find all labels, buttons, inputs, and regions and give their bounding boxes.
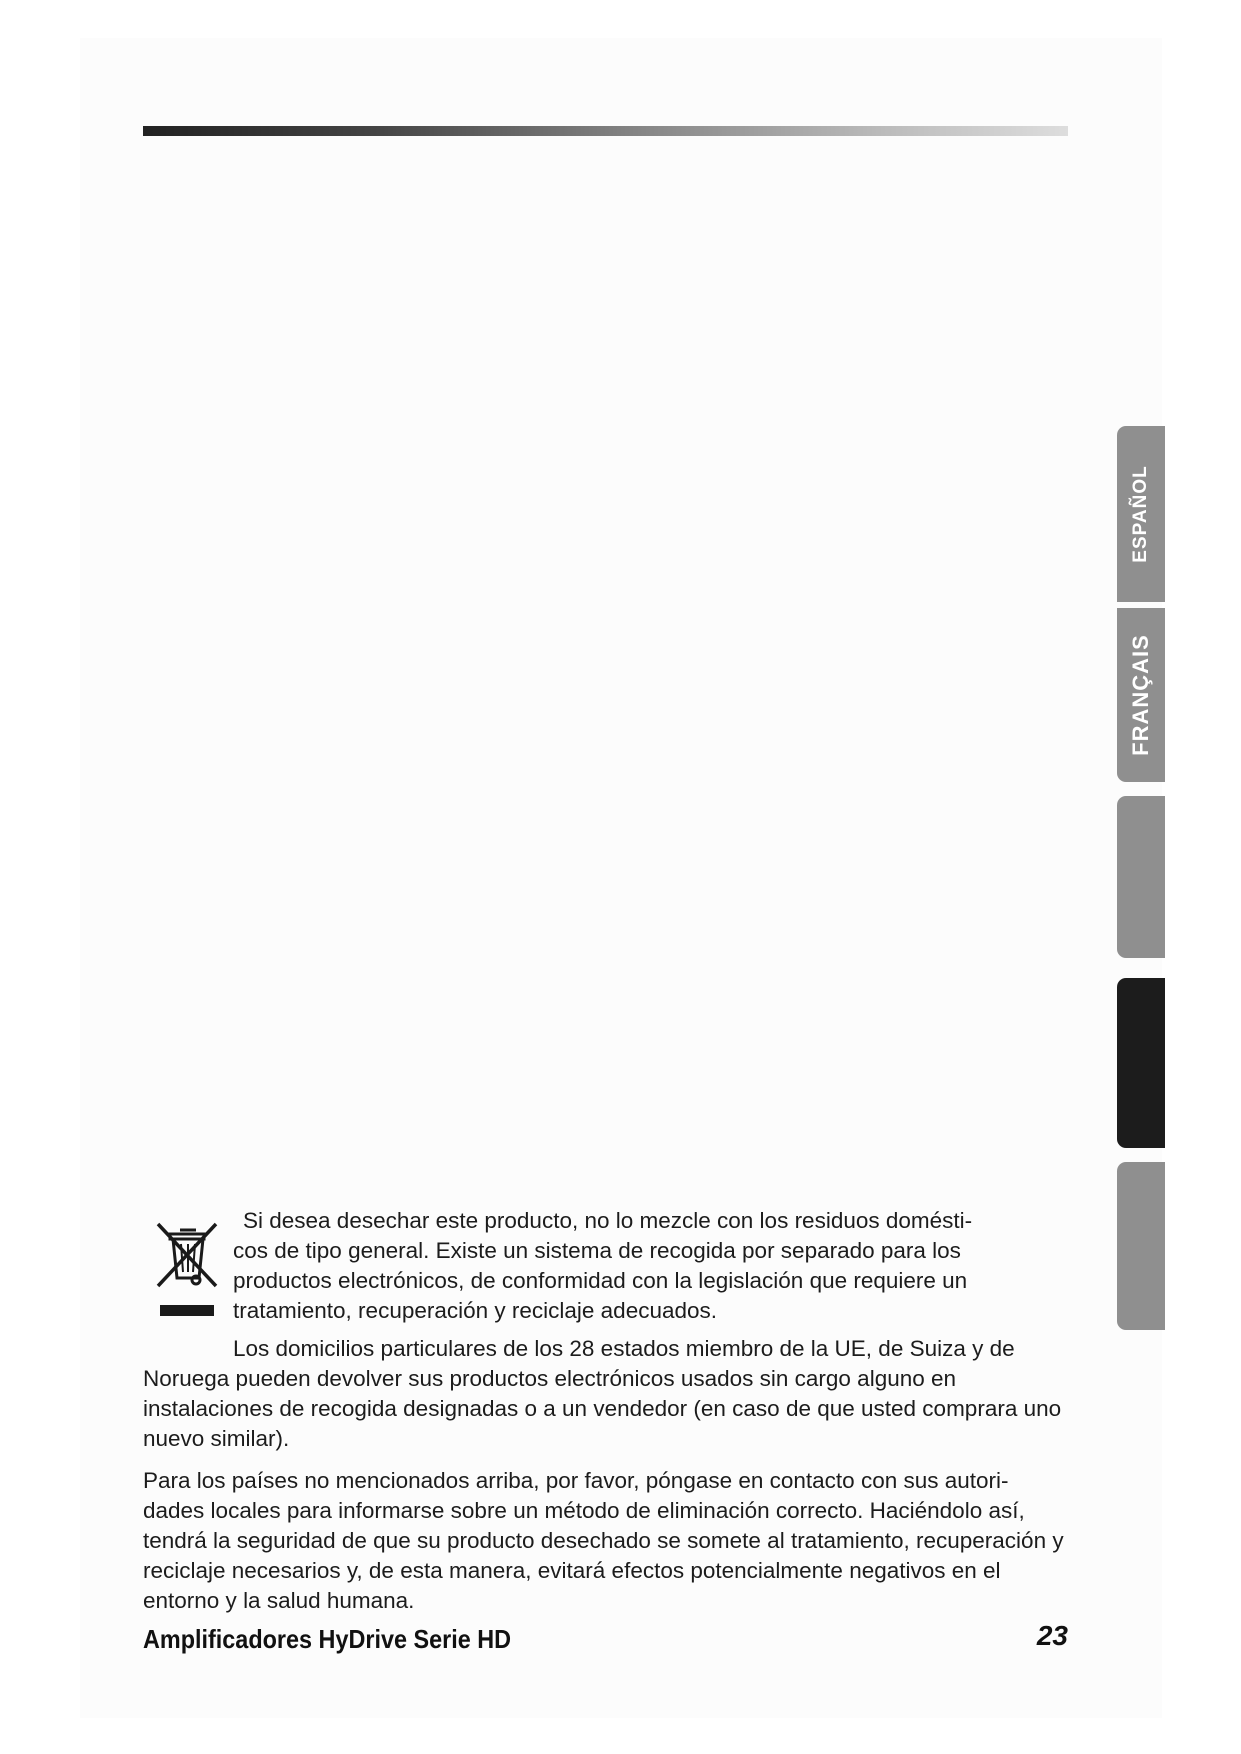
paragraph-1-rest: cos de tipo general. Existe un sistema de recogida por separado para los productos electrónicos, de conformidad con la legislación que requiere un tratamiento, recuperación y reciclaje adecuados. bbox=[233, 1238, 968, 1323]
header-gradient-rule bbox=[143, 126, 1068, 136]
tab-francais[interactable] bbox=[1117, 608, 1165, 782]
language-tab-gray-bottom[interactable] bbox=[1117, 1162, 1165, 1330]
language-tab-active[interactable] bbox=[1117, 978, 1165, 1148]
footer-product-title: Amplificadores HyDrive Serie HD bbox=[143, 1624, 512, 1654]
language-tab-group bbox=[1117, 426, 1165, 782]
tab-espanol-deutsch[interactable] bbox=[1117, 426, 1165, 602]
disposal-paragraph-3: Para los países no mencionados arriba, por favor, póngase en contacto con sus autori-dades locales para informarse sobre un método de eliminación correcto. Haciéndolo así, tendrá la seguridad de que su producto desechado se somete al tratamiento, recuperación y reciclaje necesarios y, de esta manera, evitará efectos potencialmente negativos en el entorno y la salud humana. bbox=[143, 1468, 1064, 1613]
tab-label-francais: FRANÇAIS bbox=[1128, 634, 1153, 756]
tab-label-espanol: ESPAÑOL bbox=[1130, 465, 1151, 563]
disposal-paragraph-2: Los domicilios particulares de los 28 estados miembro de la UE, de Suiza y de Noruega pueden devolver sus productos electrónicos usados sin cargo alguno en instalaciones de recogida designadas o a un vendedor (en caso de que usted comprara uno nuevo similar). bbox=[143, 1336, 1062, 1451]
language-tab-gray[interactable] bbox=[1117, 796, 1165, 958]
page-number: 23 bbox=[1036, 1620, 1068, 1651]
disposal-paragraph-1 bbox=[233, 1206, 1053, 1326]
paragraph-1-first-line: Si desea desechar este producto, no lo mezcle con los residuos domésti- bbox=[243, 1208, 973, 1233]
crossed-out-wheelie-bin-icon bbox=[152, 1220, 222, 1320]
